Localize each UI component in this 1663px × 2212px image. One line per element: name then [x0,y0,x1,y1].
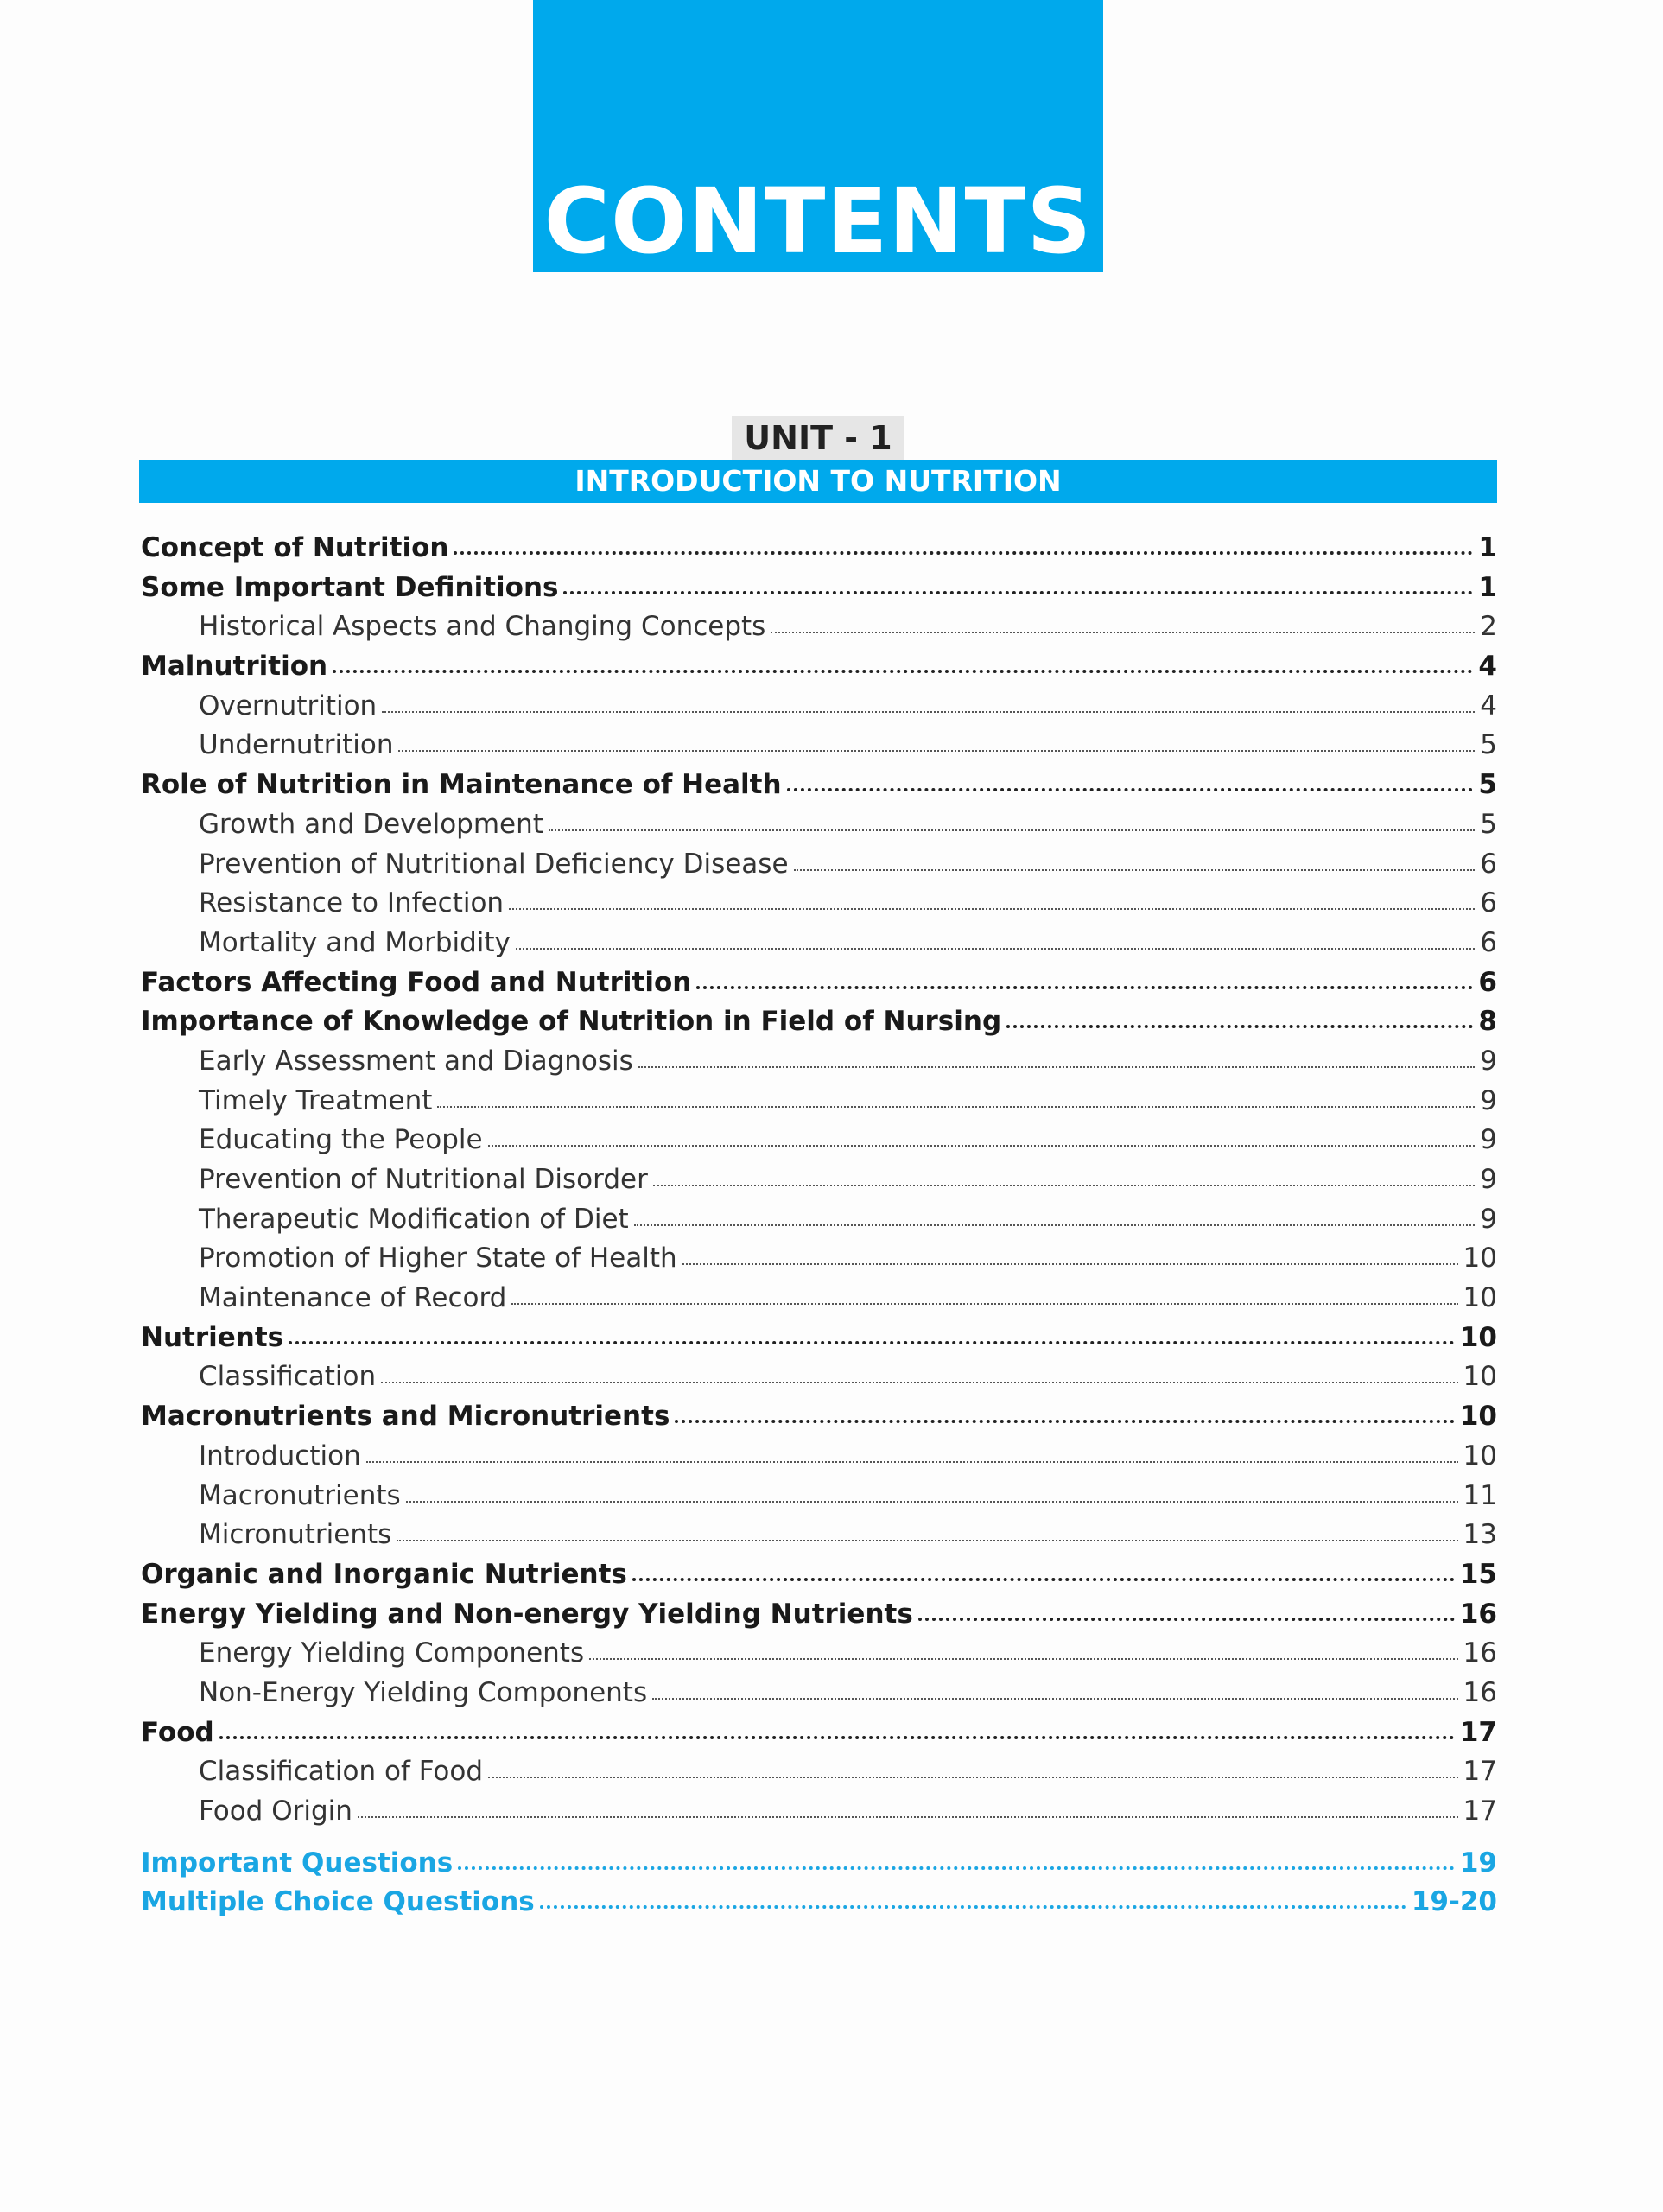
toc-entry-title: Introduction [199,1440,361,1471]
dot-leader [516,948,1475,950]
dot-leader [1006,1025,1473,1028]
dot-leader [381,1382,1457,1383]
dot-leader [771,632,1475,633]
toc-subentry[interactable] [141,1239,1497,1279]
toc-page-number: 9 [1480,1084,1497,1116]
toc-entry-title: Malnutrition [141,651,328,683]
toc-page-number: 9 [1480,1045,1497,1077]
dot-leader [632,1578,1455,1581]
toc-subentry[interactable] [141,845,1497,885]
toc-subentry[interactable] [141,687,1497,727]
toc-subentry[interactable] [141,924,1497,963]
contents-banner [533,0,1103,272]
toc-page-number: 17 [1463,1756,1497,1788]
toc-entry-title: Multiple Choice Questions [141,1886,535,1918]
toc-entry-title: Growth and Development [199,808,543,840]
toc-page-number: 10 [1463,1361,1497,1393]
toc-page-number: 4 [1478,651,1497,683]
toc-entry-title: Early Assessment and Diagnosis [199,1045,633,1077]
toc-subentry[interactable] [141,1516,1497,1555]
toc-page-number: 5 [1480,729,1497,761]
dot-leader [563,591,1473,594]
toc-entry-title: Important Questions [141,1847,454,1878]
toc-subentry[interactable] [141,884,1497,924]
toc-page-number: 17 [1463,1796,1497,1827]
toc-entry[interactable] [141,1595,1497,1635]
dot-leader [454,551,1473,555]
toc-entry-title: Food Origin [199,1796,352,1827]
toc-entry-title: Resistance to Infection [199,887,505,919]
toc-page-number: 19 [1459,1847,1497,1878]
dot-leader [787,788,1474,791]
dot-leader [675,1420,1454,1423]
toc-entry[interactable] [141,1002,1497,1042]
toc-page-number: 11 [1463,1479,1497,1511]
dot-leader [653,1185,1475,1186]
table-of-contents [141,529,1497,1923]
toc-entry[interactable] [141,569,1497,608]
toc-subentry[interactable] [141,1634,1497,1674]
dot-leader [488,1777,1458,1778]
toc-page-number: 10 [1463,1243,1497,1274]
dot-leader [333,670,1473,673]
toc-entry-title: Energy Yielding and Non-energy Yielding Nutrients [141,1598,913,1630]
toc-subentry[interactable] [141,1082,1497,1122]
toc-page-number: 17 [1459,1716,1497,1748]
toc-page-number: 1 [1478,532,1497,563]
toc-entry[interactable] [141,1319,1497,1358]
toc-entry[interactable] [141,1397,1497,1437]
toc-entry-title: Prevention of Nutritional Deficiency Disease [199,848,789,880]
toc-page-number: 10 [1463,1282,1497,1314]
toc-subentry[interactable] [141,805,1497,845]
dot-leader [549,830,1475,831]
dot-leader [509,908,1475,910]
toc-entry-title: Classification of Food [199,1756,484,1788]
toc-page-number: 8 [1478,1006,1497,1038]
toc-subentry[interactable] [141,1160,1497,1200]
toc-page-number: 19-20 [1411,1886,1497,1918]
toc-page-number: 16 [1459,1598,1497,1630]
dot-leader [918,1618,1455,1621]
dot-leader [696,986,1473,989]
toc-entry-title: Overnutrition [199,690,378,721]
dot-leader [638,1066,1475,1068]
dot-leader [682,1263,1458,1265]
toc-page-number: 10 [1459,1321,1497,1353]
toc-subentry[interactable] [141,1200,1497,1240]
section-gap [141,1832,1497,1844]
toc-entry-title: Mortality and Morbidity [199,926,511,958]
toc-page-number: 2 [1480,611,1497,643]
toc-entry[interactable] [141,1713,1497,1753]
toc-entry-title: Some Important Definitions [141,571,559,603]
toc-entry-title: Maintenance of Record [199,1282,507,1314]
dot-leader [382,711,1475,713]
toc-page-number: 16 [1463,1637,1497,1669]
toc-entry[interactable] [141,963,1497,1003]
dot-leader [406,1501,1458,1503]
toc-page-number: 9 [1480,1203,1497,1235]
toc-subentry[interactable] [141,607,1497,647]
toc-entry[interactable] [141,766,1497,805]
contents-title: CONTENTS [543,168,1093,274]
toc-page-number: 9 [1480,1164,1497,1195]
toc-page-number: 9 [1480,1124,1497,1156]
unit-title-bar: INTRODUCTION TO NUTRITION [139,460,1497,503]
dot-leader [540,1905,1406,1909]
toc-page-number: 6 [1478,966,1497,998]
unit-label: UNIT - 1 [732,416,904,460]
dot-leader [794,869,1476,871]
toc-entry-title: Educating the People [199,1124,483,1156]
toc-subentry[interactable] [141,1792,1497,1832]
dot-leader [634,1224,1476,1226]
toc-entry-title: Classification [199,1361,377,1393]
dot-leader [511,1303,1457,1305]
toc-extra-entry[interactable] [141,1844,1497,1884]
dot-leader [366,1461,1458,1463]
toc-entry-title: Food [141,1716,214,1748]
toc-entry-title: Therapeutic Modification of Diet [199,1203,629,1235]
toc-extra-entry[interactable] [141,1883,1497,1923]
toc-subentry[interactable] [141,1121,1497,1160]
toc-page-number: 15 [1459,1558,1497,1590]
toc-entry-title: Timely Treatment [199,1084,433,1116]
dot-leader [358,1816,1458,1818]
dot-leader [437,1106,1475,1108]
toc-page-number: 16 [1463,1676,1497,1708]
toc-entry-title: Undernutrition [199,729,394,761]
toc-entry-title: Concept of Nutrition [141,532,449,563]
toc-entry-title: Importance of Knowledge of Nutrition in Field of Nursing [141,1006,1002,1038]
toc-entry-title: Factors Affecting Food and Nutrition [141,966,692,998]
dot-leader [458,1866,1455,1870]
toc-page-number: 6 [1480,926,1497,958]
toc-subentry[interactable] [141,1279,1497,1319]
toc-page-number: 10 [1459,1401,1497,1433]
toc-entry[interactable] [141,647,1497,687]
toc-page-number: 13 [1463,1519,1497,1551]
dot-leader [289,1341,1455,1344]
toc-subentry[interactable] [141,1477,1497,1516]
dot-leader [398,750,1475,752]
toc-entry[interactable] [141,1555,1497,1595]
toc-entry-title: Organic and Inorganic Nutrients [141,1558,627,1590]
toc-entry-title: Promotion of Higher State of Health [199,1243,677,1274]
toc-page-number: 1 [1478,571,1497,603]
toc-entry-title: Energy Yielding Components [199,1637,585,1669]
toc-page-number: 6 [1480,848,1497,880]
toc-subentry[interactable] [141,726,1497,766]
toc-subentry[interactable] [141,1042,1497,1082]
dot-leader [219,1736,1455,1739]
toc-subentry[interactable] [141,1752,1497,1792]
toc-subentry[interactable] [141,1674,1497,1713]
toc-entry-title: Non-Energy Yielding Components [199,1676,648,1708]
toc-page-number: 5 [1480,808,1497,840]
toc-page-number: 5 [1478,769,1497,801]
toc-entry-title: Historical Aspects and Changing Concepts [199,611,766,643]
toc-subentry[interactable] [141,1357,1497,1397]
toc-entry-title: Prevention of Nutritional Disorder [199,1164,648,1195]
toc-entry-title: Role of Nutrition in Maintenance of Health [141,769,782,801]
dot-leader [652,1698,1457,1700]
toc-entry[interactable] [141,529,1497,569]
toc-entry-title: Nutrients [141,1321,284,1353]
toc-page-number: 6 [1480,887,1497,919]
toc-page-number: 4 [1480,690,1497,721]
dot-leader [397,1540,1457,1541]
toc-entry-title: Macronutrients and Micronutrients [141,1401,670,1433]
toc-entry-title: Micronutrients [199,1519,392,1551]
dot-leader [589,1658,1457,1660]
dot-leader [488,1145,1476,1147]
toc-subentry[interactable] [141,1437,1497,1477]
toc-entry-title: Macronutrients [199,1479,401,1511]
toc-page-number: 10 [1463,1440,1497,1471]
